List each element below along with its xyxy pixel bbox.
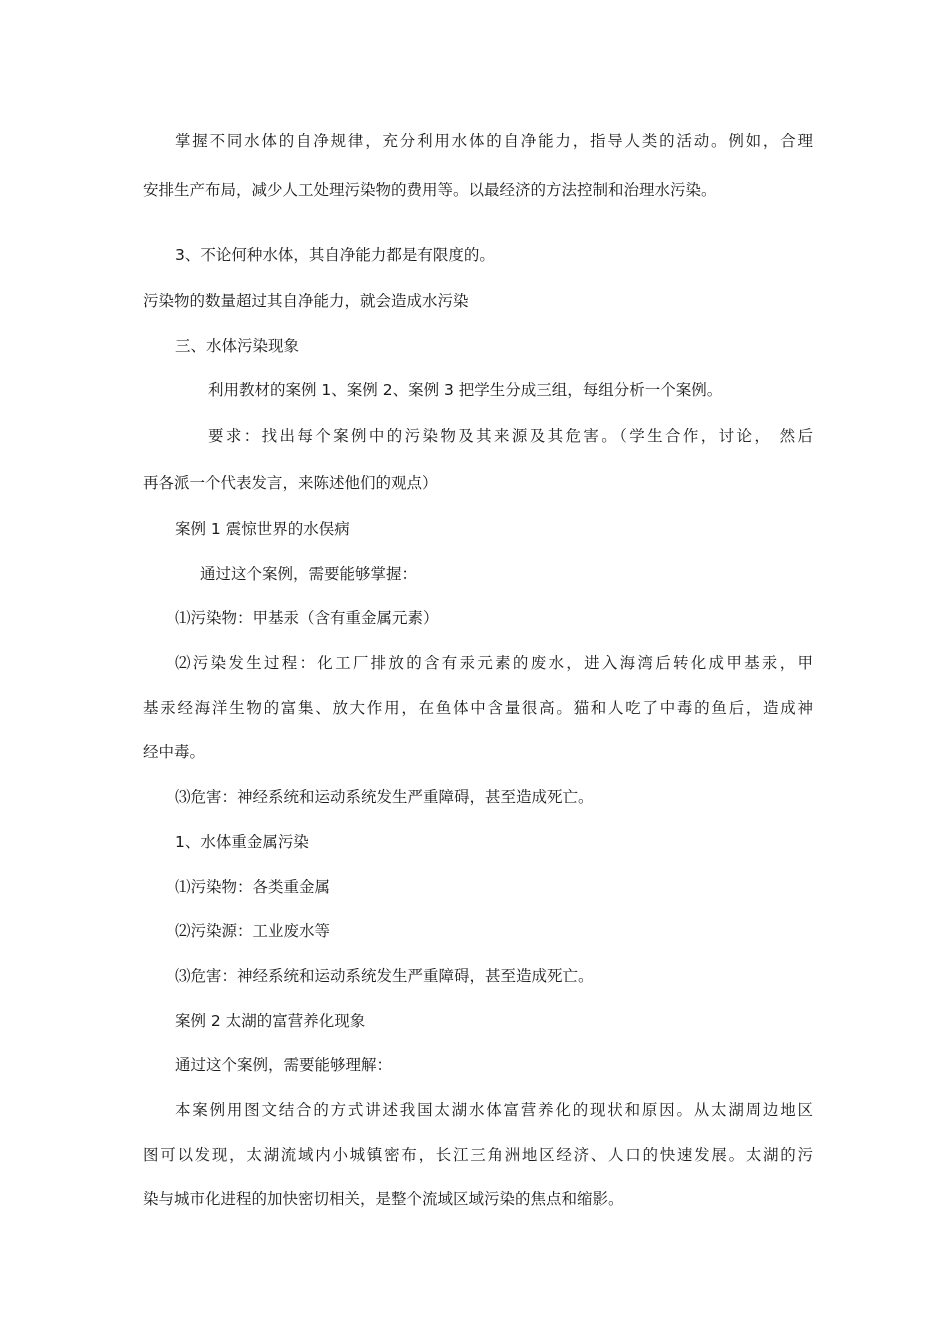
paragraph-line-1: 掌握不同水体的自净规律，充分利用水体的自净能力，指导人类的活动。例如，合理 bbox=[175, 132, 813, 150]
paragraph-line-7: 再各派一个代表发言，来陈述他们的观点） bbox=[143, 474, 438, 492]
paragraph-line-18: 本案例用图文结合的方式讲述我国太湖水体富营养化的现状和原因。从太湖周边地区 bbox=[175, 1101, 813, 1119]
case-2-title: 案例 2 太湖的富营养化现象 bbox=[175, 1012, 366, 1030]
paragraph-line-6: 要求：找出每个案例中的污染物及其来源及其危害。（学生合作，讨论， 然后 bbox=[208, 427, 813, 445]
case-1-title: 案例 1 震惊世界的水俣病 bbox=[175, 520, 350, 538]
paragraph-line-3: 3、不论何种水体，其自净能力都是有限度的。 bbox=[175, 246, 495, 264]
paragraph-line-10: ⑵污染发生过程：化工厂排放的含有汞元素的废水，进入海湾后转化成甲基汞，甲 bbox=[175, 654, 813, 672]
section-heading-1: 1、水体重金属污染 bbox=[175, 833, 309, 851]
paragraph-line-4: 污染物的数量超过其自净能力，就会造成水污染 bbox=[143, 292, 469, 310]
paragraph-line-2: 安排生产布局，减少人工处理污染物的费用等。以最经济的方法控制和治理水污染。 bbox=[143, 181, 717, 199]
paragraph-line-5: 利用教材的案例 1、案例 2、案例 3 把学生分成三组，每组分析一个案例。 bbox=[208, 381, 723, 399]
paragraph-line-14: ⑴污染物：各类重金属 bbox=[175, 878, 331, 896]
paragraph-line-19: 图可以发现，太湖流域内小城镇密布，长江三角洲地区经济、人口的快速发展。太湖的污 bbox=[143, 1146, 813, 1164]
paragraph-line-13: ⑶危害：神经系统和运动系统发生严重障碍，甚至造成死亡。 bbox=[175, 788, 594, 806]
paragraph-line-17: 通过这个案例，需要能够理解： bbox=[175, 1056, 393, 1074]
paragraph-line-16: ⑶危害：神经系统和运动系统发生严重障碍，甚至造成死亡。 bbox=[175, 967, 594, 985]
paragraph-line-20: 染与城市化进程的加快密切相关，是整个流域区域污染的焦点和缩影。 bbox=[143, 1190, 624, 1208]
section-heading-3: 三、水体污染现象 bbox=[175, 337, 300, 355]
paragraph-line-12: 经中毒。 bbox=[143, 743, 206, 761]
paragraph-line-9: ⑴污染物：甲基汞（含有重金属元素） bbox=[175, 609, 439, 627]
paragraph-line-15: ⑵污染源：工业废水等 bbox=[175, 922, 331, 940]
paragraph-line-8: 通过这个案例，需要能够掌握： bbox=[200, 565, 418, 583]
paragraph-line-11: 基汞经海洋生物的富集、放大作用，在鱼体中含量很高。猫和人吃了中毒的鱼后，造成神 bbox=[143, 699, 813, 717]
